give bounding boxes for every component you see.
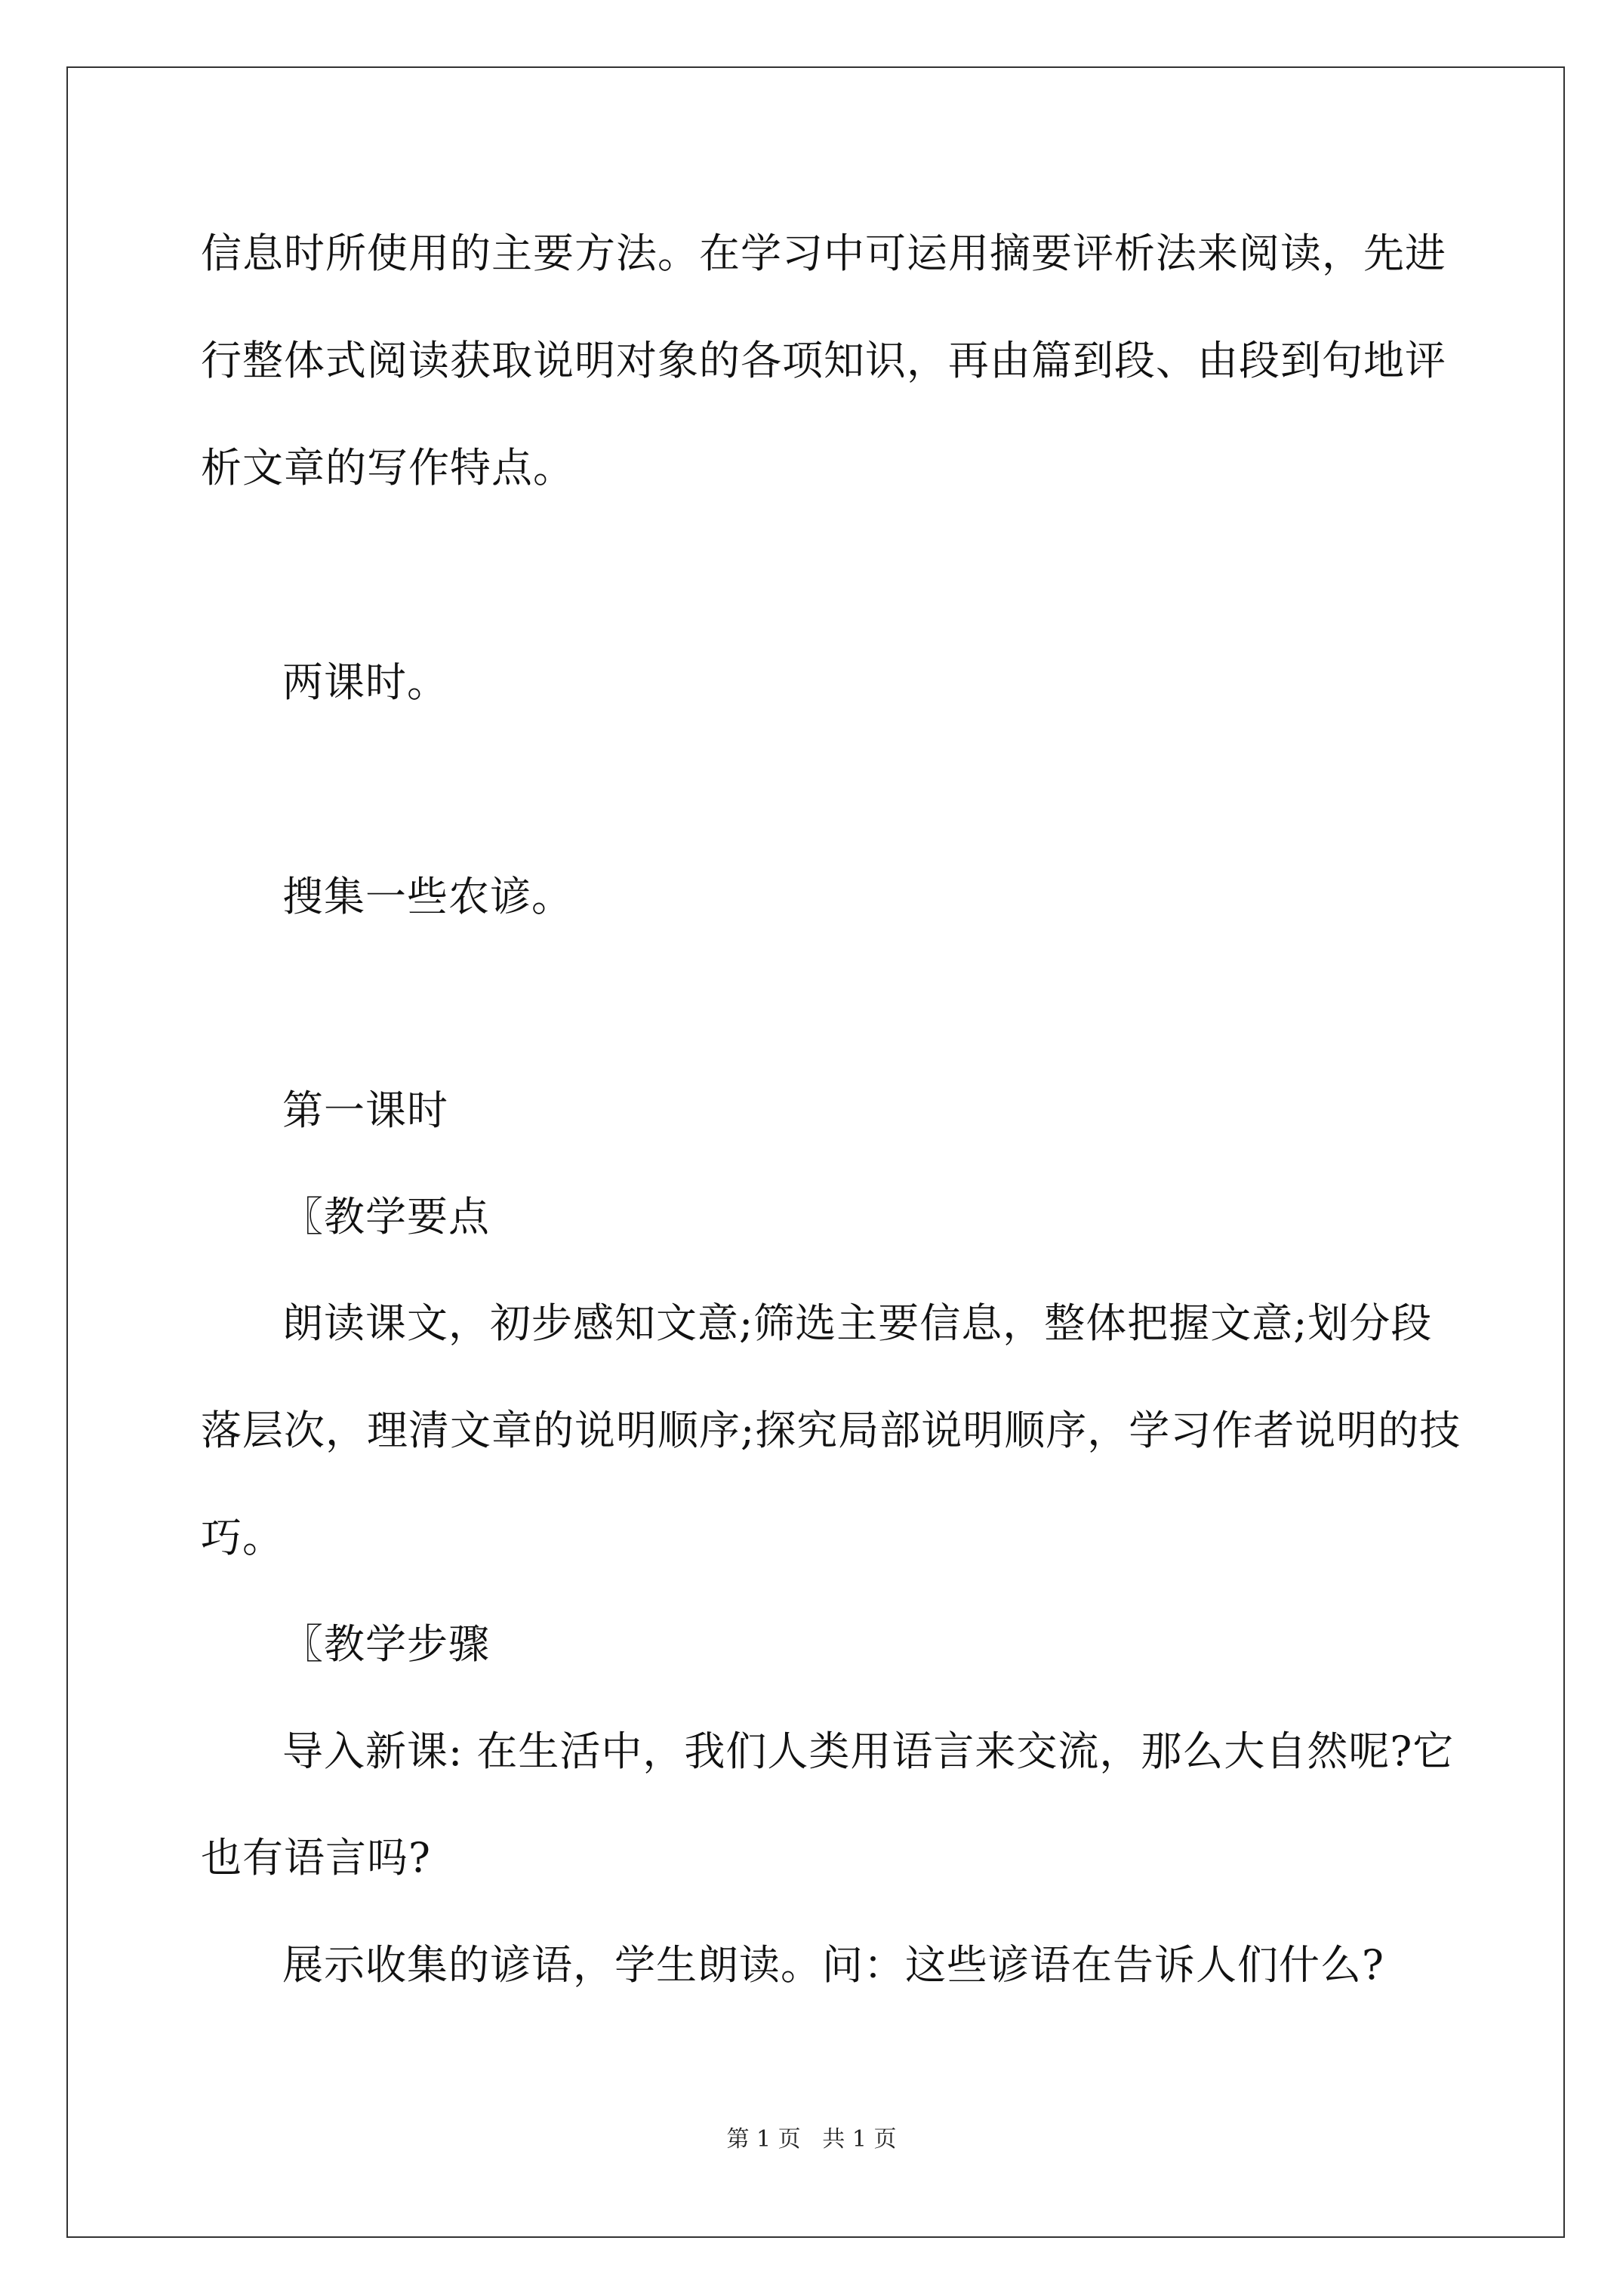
text-line-10: 巧。 bbox=[201, 1514, 284, 1561]
text-line-1: 信息时所使用的主要方法。在学习中可运用摘要评析法来阅读，先进 bbox=[201, 230, 1446, 277]
text-line-4: 两课时。 bbox=[282, 658, 448, 706]
text-line-3: 析文章的写作特点。 bbox=[201, 444, 574, 492]
text-line-13: 也有语言吗? bbox=[201, 1834, 431, 1881]
text-line-5: 搜集一些农谚。 bbox=[282, 873, 573, 920]
page-footer bbox=[0, 2120, 1623, 2153]
page-border bbox=[66, 66, 1565, 2238]
section-heading-first-lesson: 第一课时 bbox=[282, 1086, 448, 1134]
text-line-2: 行整体式阅读获取说明对象的各项知识，再由篇到段、由段到句地评 bbox=[201, 337, 1446, 384]
section-heading-steps: 〖教学步骤 bbox=[282, 1620, 490, 1668]
text-line-14: 展示收集的谚语，学生朗读。问：这些谚语在告诉人们什么? bbox=[282, 1941, 1384, 1989]
text-line-12: 导入新课: 在生活中，我们人类用语言来交流，那么大自然呢?它 bbox=[282, 1727, 1455, 1775]
text-line-8: 朗读课文，初步感知文意;筛选主要信息，整体把握文意;划分段 bbox=[282, 1299, 1433, 1347]
text-line-9: 落层次，理清文章的说明顺序;探究局部说明顺序，学习作者说明的技 bbox=[201, 1407, 1461, 1454]
section-heading-key-points: 〖教学要点 bbox=[282, 1193, 490, 1240]
page-number: 第 1 页 bbox=[726, 2126, 801, 2153]
page-total: 共 1 页 bbox=[822, 2126, 897, 2153]
